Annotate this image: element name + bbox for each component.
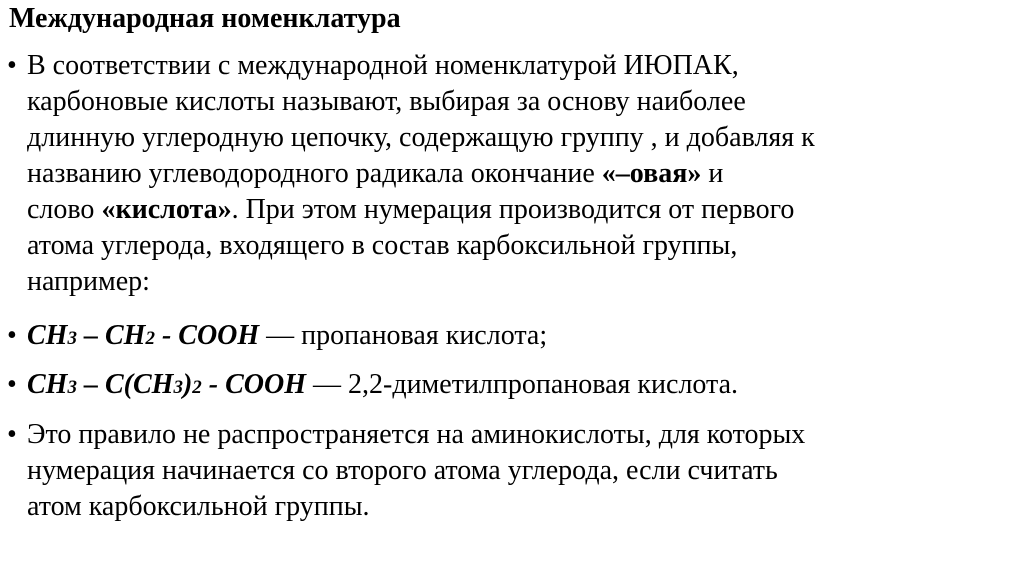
formula-line [27, 318, 1002, 357]
text-run: . При этом нумерация производится от первого [231, 194, 795, 225]
formula-subscript: 3 [67, 377, 77, 398]
bullet-marker: • [7, 320, 17, 351]
slide-title: Международная номенклатура [9, 3, 401, 34]
compound-name: — пропановая кислота; [259, 320, 548, 351]
formula-subscript: 2 [145, 328, 155, 349]
bullet-text [27, 318, 1002, 357]
bullet-marker: • [7, 369, 17, 400]
formula-part: CH [27, 320, 68, 351]
text-line: атом карбоксильной группы. [27, 491, 370, 522]
text-line: карбоновые кислоты называют, выбирая за основу наиболее [27, 86, 746, 117]
bullet-example-propanoic [0, 318, 1010, 358]
bullet-amino-acid-exception [0, 417, 1010, 537]
text-line: нумерация начинается со второго атома углерода, если считать [27, 455, 778, 486]
text-line: атома углерода, входящего в состав карбоксильной группы, [27, 230, 738, 261]
text-line: В соответствии с международной номенклатурой ИЮПАК, [27, 50, 739, 81]
formula-part: – C(CH [76, 369, 174, 400]
text-run: и [701, 158, 724, 189]
text-run: слово [27, 194, 102, 225]
formula-line [27, 367, 1002, 406]
acid-term: «кислота» [101, 194, 232, 225]
formula-part: – CH [76, 320, 146, 351]
compound-name: — 2,2-диметилпропановая кислота. [306, 369, 739, 400]
text-run: названию углеводородного радикала окончание [27, 158, 602, 189]
bullet-example-dimethylpropanoic [0, 367, 1010, 407]
text-line [27, 192, 1002, 228]
formula-part: ) [182, 369, 193, 400]
text-line: например: [27, 266, 150, 297]
formula-part: - COOH [201, 369, 306, 400]
formula-part: - COOH [154, 320, 260, 351]
formula-subscript: 3 [173, 377, 183, 398]
text-line: Это правило не распространяется на аминокислоты, для которых [27, 419, 806, 450]
suffix-term: «–овая» [601, 158, 702, 189]
bullet-iupac-rule [0, 48, 1010, 308]
text-line [27, 156, 1002, 192]
text-line: длинную углеродную цепочку, содержащую группу , и добавляя к [27, 122, 815, 153]
formula-part: CH [27, 369, 68, 400]
bullet-text [27, 48, 1002, 300]
formula-subscript: 3 [67, 328, 77, 349]
bullet-text [27, 367, 1002, 406]
bullet-marker: • [7, 50, 17, 81]
bullet-text [27, 417, 1002, 525]
bullet-marker: • [7, 419, 17, 450]
formula-subscript: 2 [192, 377, 202, 398]
